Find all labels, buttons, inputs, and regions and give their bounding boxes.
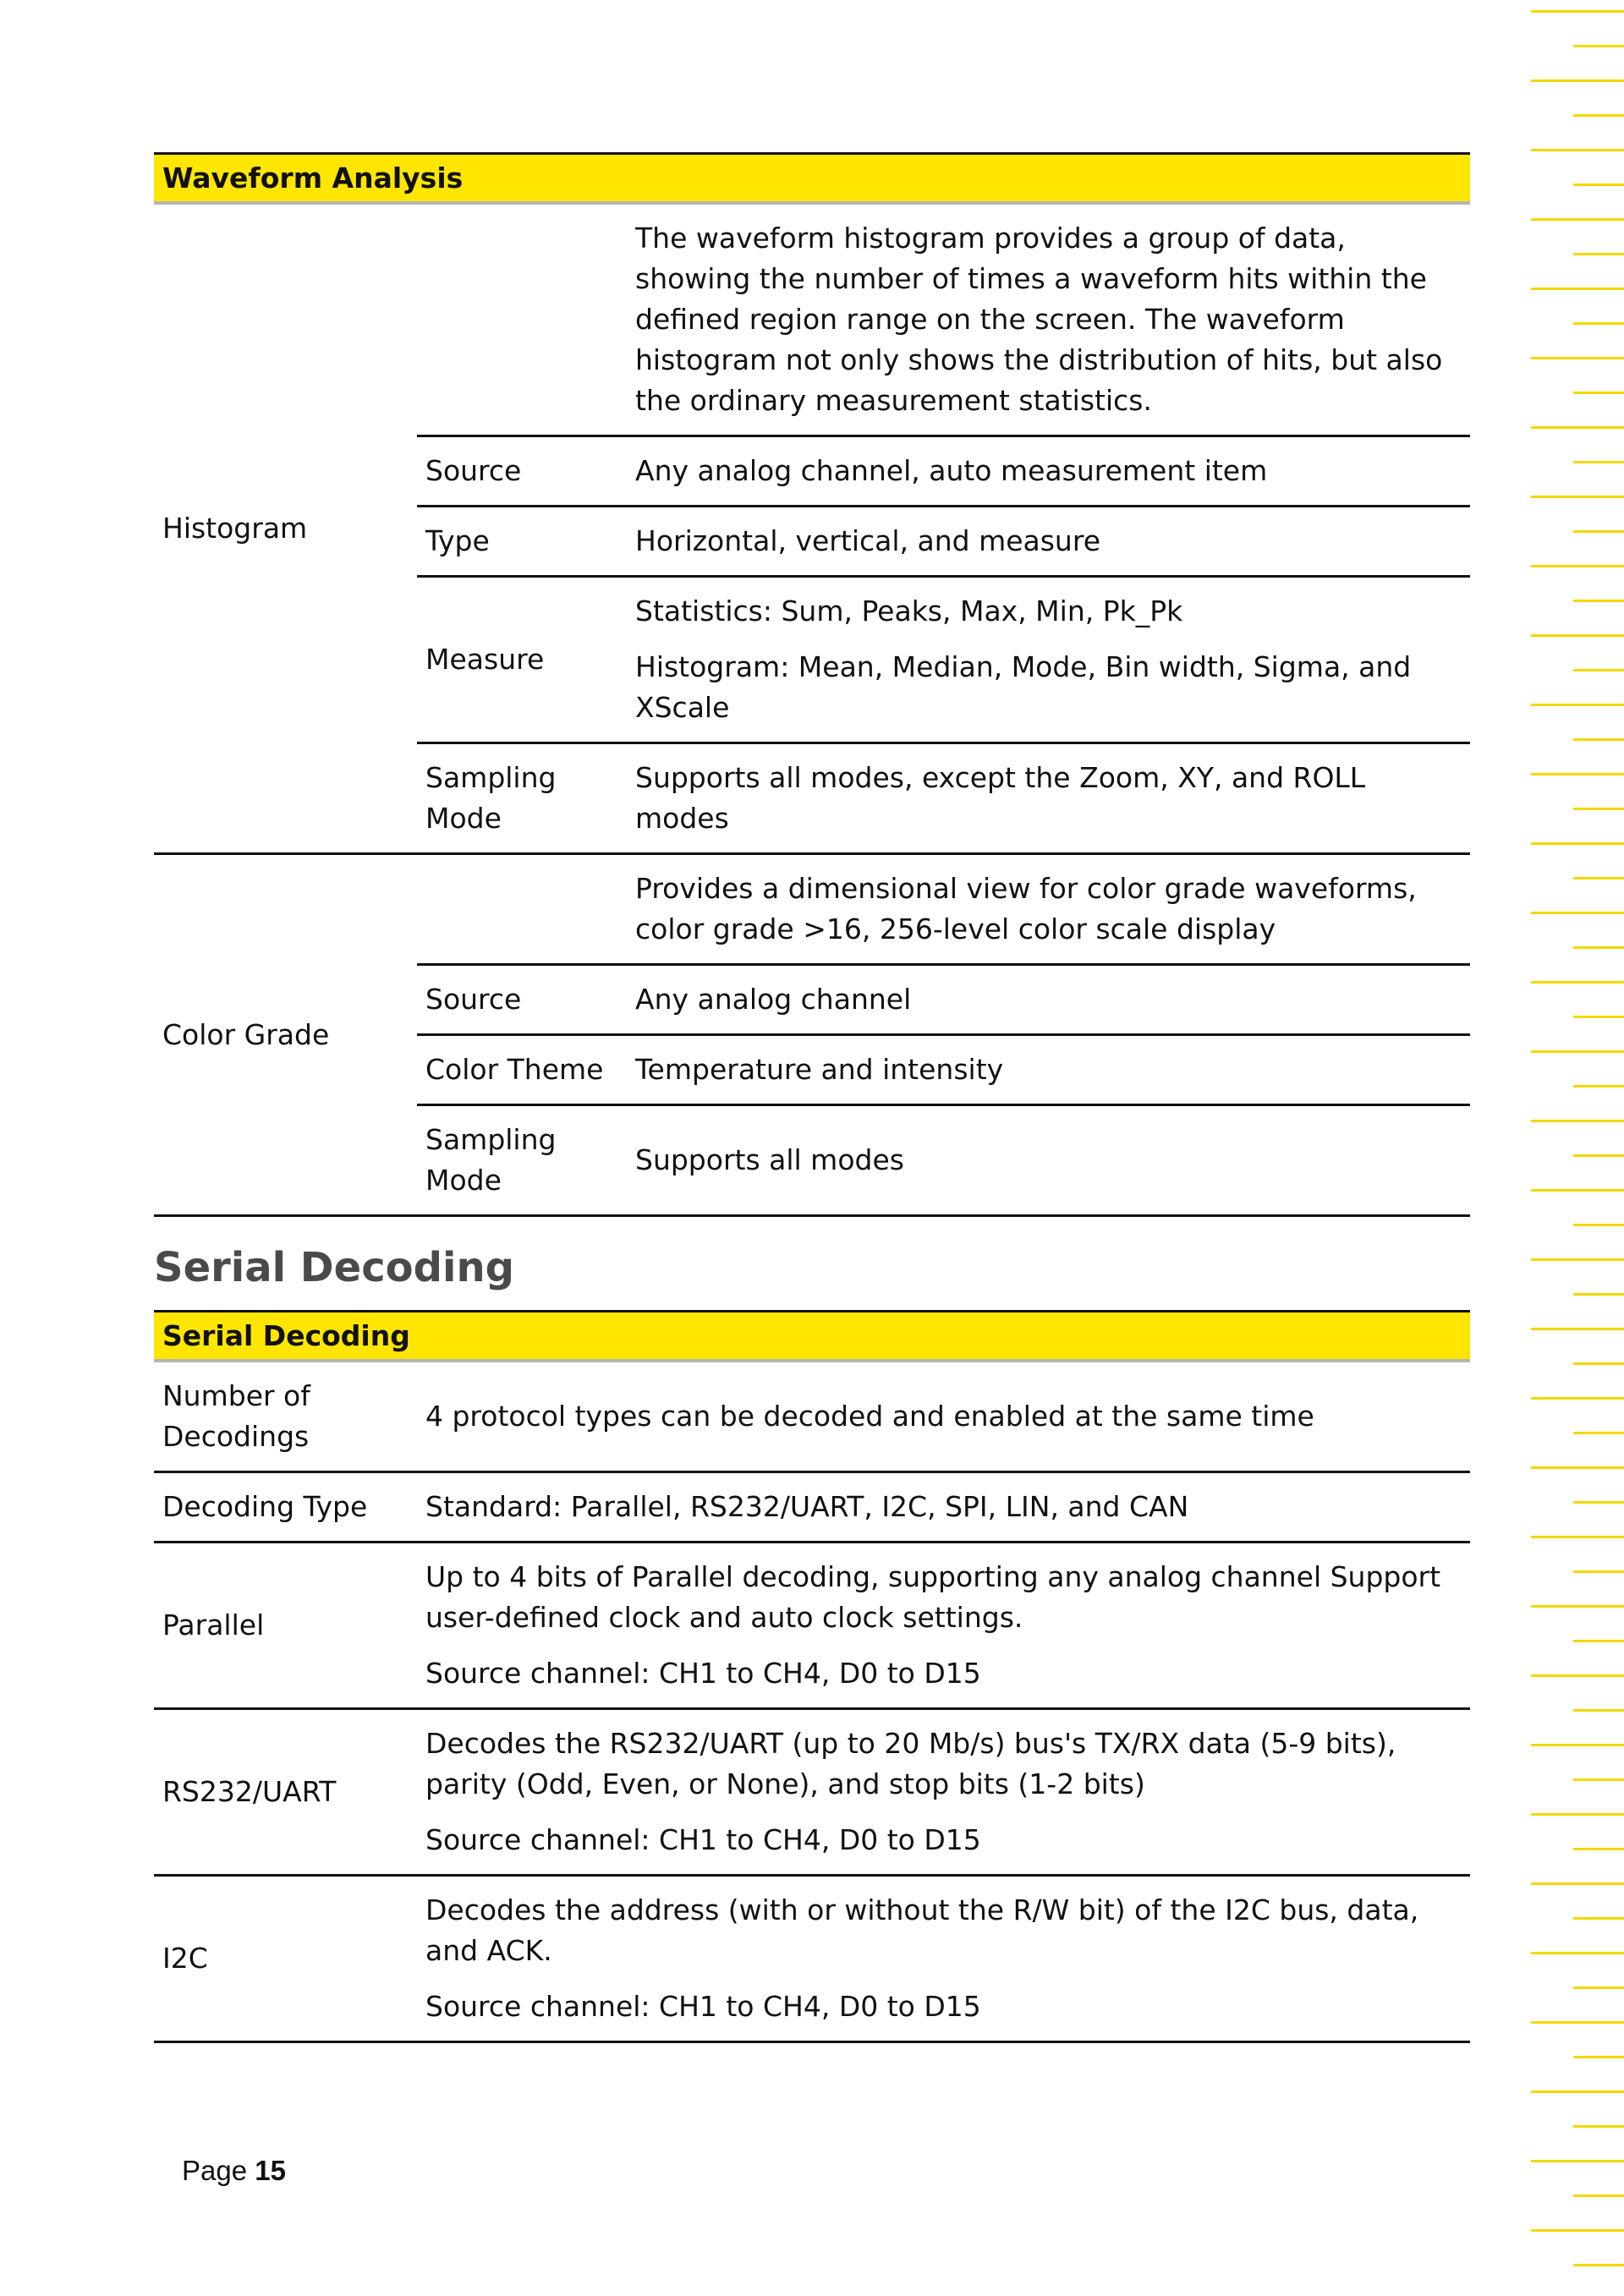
stripe-line [1573,461,1624,463]
param-value: Up to 4 bits of Parallel decoding, supporting any analog channel Support user-defined clock and auto clock settings. [425,1560,1441,1634]
param-value: Source channel: CH1 to CH4, D0 to D15 [425,1990,981,2023]
stripe-line [1573,253,1624,255]
stripe-line [1531,149,1624,151]
spacer [425,1638,1462,1653]
table-row [154,1709,1470,1876]
stripe-line [1573,1293,1624,1296]
param-value-multi [417,1709,1470,1876]
param-value-multi [627,577,1470,743]
stripe-line [1573,738,1624,741]
stripe-line [1531,10,1624,13]
histogram-intro: The waveform histogram provides a group of data, showing the number of times a waveform hits within the defined region range on the screen. The waveform histogram not only shows the distribution of hits, but also the ordinary measurement statistics. [635,222,1443,417]
stripe-line [1573,1085,1624,1088]
stripe-line [1531,1328,1624,1330]
stripe-line [1573,1501,1624,1504]
stripe-line [1573,1570,1624,1573]
param-name: Source [417,965,627,1035]
stripe-line [1531,634,1624,637]
stripe-line [1573,1016,1624,1018]
stripe-line [1531,1882,1624,1885]
page-footer [182,2155,286,2187]
stripe-line [1531,288,1624,290]
empty-cell [417,203,627,436]
stripe-line [1531,1258,1624,1261]
stripe-line [1531,981,1624,984]
stripe-line [1531,1189,1624,1192]
stripe-line [1531,565,1624,567]
stripe-line [1573,1224,1624,1226]
stripe-line [1531,773,1624,775]
stripe-line [1531,1605,1624,1608]
stripe-line [1573,2264,1624,2266]
serial-decoding-table [154,1310,1470,2043]
param-name: Sampling Mode [417,1105,627,1216]
param-value: Horizontal, vertical, and measure [627,507,1470,577]
param-name: I2C [154,1876,417,2042]
stripe-line [1573,1986,1624,1989]
param-value: Standard: Parallel, RS232/UART, I2C, SPI, LIN, and CAN [417,1472,1470,1543]
stripe-line [1573,1432,1624,1434]
stripe-line [1573,114,1624,117]
table-row [154,203,1470,436]
stripe-line [1573,1709,1624,1712]
stripe-line [1531,496,1624,498]
stripe-line [1573,1848,1624,1850]
empty-cell [417,854,627,965]
stripe-line [1531,842,1624,845]
param-value: Histogram: Mean, Median, Mode, Bin width, Sigma, and XScale [635,650,1412,724]
param-value: Decodes the RS232/UART (up to 20 Mb/s) bus's TX/RX data (5-9 bits), parity (Odd, Even, or None), and stop bits (1-2 bits) [425,1727,1396,1800]
decorative-stripes [1531,0,1624,2296]
stripe-line [1531,1120,1624,1122]
stripe-line [1531,79,1624,82]
page-number: 15 [255,2155,286,2186]
param-value: 4 protocol types can be decoded and enabled at the same time [417,1361,1470,1472]
param-name: Decoding Type [154,1472,417,1543]
param-name: Parallel [154,1543,417,1709]
param-name: Color Theme [417,1035,627,1105]
stripe-line [1531,1397,1624,1400]
table-row [154,1361,1470,1472]
stripe-line [1531,357,1624,359]
param-name: Sampling Mode [417,743,627,854]
color-grade-intro: Provides a dimensional view for color grade waveforms, color grade >16, 256-level color scale display [627,854,1470,965]
stripe-line [1531,1536,1624,1538]
table-row [154,1543,1470,1709]
stripe-line [1531,1050,1624,1053]
spacer [635,632,1462,647]
section-title: Serial Decoding [154,1244,514,1291]
stripe-line [1573,322,1624,325]
stripe-line [1531,2021,1624,2024]
stripe-line [1531,704,1624,706]
stripe-line [1573,45,1624,47]
stripe-line [1573,1640,1624,1642]
spacer [425,1971,1462,1986]
param-value: Supports all modes, except the Zoom, XY, and ROLL modes [627,743,1470,854]
group-label-color-grade: Color Grade [154,854,417,1216]
table-header-title: Waveform Analysis [154,154,1470,204]
table-header [154,1312,1470,1362]
param-value: Temperature and intensity [627,1035,1470,1105]
table-header-title: Serial Decoding [154,1312,1470,1362]
stripe-line [1573,2056,1624,2058]
stripe-line [1531,1744,1624,1746]
param-name: Measure [417,577,627,743]
stripe-line [1531,218,1624,221]
stripe-line [1573,877,1624,879]
param-value: Any analog channel [627,965,1470,1035]
stripe-line [1573,1362,1624,1365]
param-name: RS232/UART [154,1709,417,1876]
stripe-line [1573,946,1624,949]
stripe-line [1573,1778,1624,1781]
stripe-line [1531,2091,1624,2093]
stripe-line [1531,2160,1624,2162]
stripe-line [1573,1917,1624,1920]
param-value-multi [417,1543,1470,1709]
waveform-analysis-table [154,152,1470,1217]
stripe-line [1573,2125,1624,2128]
stripe-line [1573,392,1624,394]
table-row [154,1472,1470,1543]
table-row [154,854,1470,965]
param-name: Type [417,507,627,577]
stripe-line [1573,1154,1624,1157]
stripe-line [1573,600,1624,602]
stripe-line [1531,1813,1624,1816]
stripe-line [1573,530,1624,533]
param-value: Source channel: CH1 to CH4, D0 to D15 [425,1657,981,1690]
page-content [154,152,1470,2043]
param-name: Number of Decodings [154,1361,417,1472]
param-value: Supports all modes [627,1105,1470,1216]
stripe-line [1531,1674,1624,1677]
stripe-line [1531,1466,1624,1469]
param-value: Decodes the address (with or without the R/W bit) of the I2C bus, data, and ACK. [425,1893,1419,1967]
stripe-line [1573,2195,1624,2197]
param-value-multi [417,1876,1470,2042]
table-row [154,1876,1470,2042]
stripe-line [1531,912,1624,914]
stripe-line [1531,1952,1624,1954]
spacer [425,1805,1462,1820]
page-label: Page [182,2155,248,2186]
stripe-line [1573,669,1624,671]
stripe-line [1573,808,1624,810]
stripe-line [1531,426,1624,429]
group-label-histogram: Histogram [162,512,308,545]
param-value: Statistics: Sum, Peaks, Max, Min, Pk_Pk [635,595,1183,627]
param-value: Source channel: CH1 to CH4, D0 to D15 [425,1823,981,1856]
stripe-line [1573,184,1624,186]
table-header [154,154,1470,204]
stripe-line [1531,2229,1624,2232]
param-name: Source [417,436,627,507]
param-value: Any analog channel, auto measurement item [627,436,1470,507]
